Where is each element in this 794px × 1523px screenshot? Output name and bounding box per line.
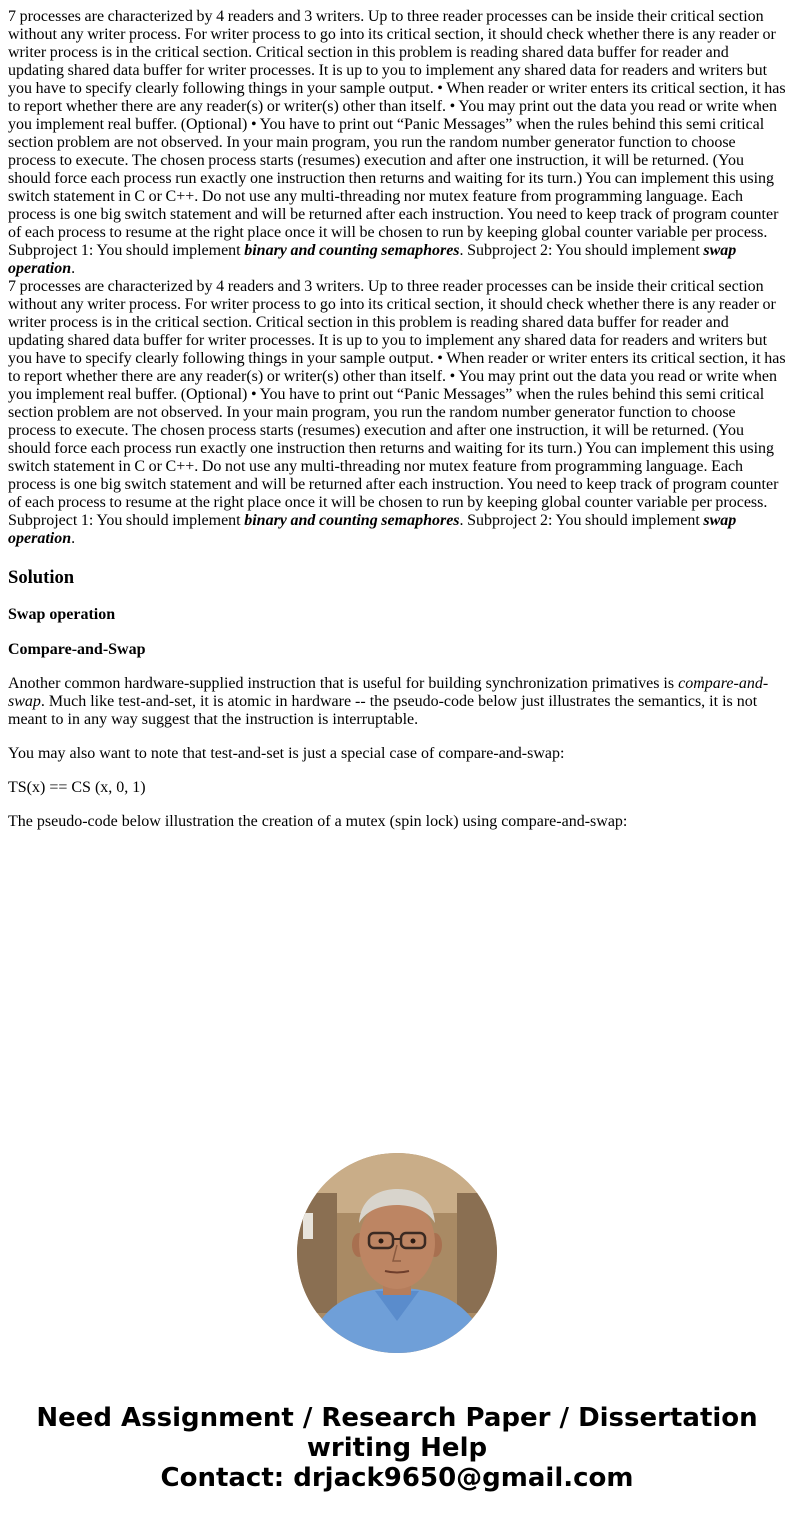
solution-1-text: Another common hardware-supplied instruction that is useful for building synchronization primatives is (8, 675, 679, 692)
question-paragraph-2 (8, 278, 786, 548)
question-2-text: 7 processes are characterized by 4 readers and 3 writers. Up to three reader processes can be inside their critical section without any writer process. For writer process to go into its critical section, it should check whether there is any reader or writer process is in the critical section. Critical section in this problem is reading shared data buffer for reader and updating shared data buffer for writer processes. It is up to you to implement any shared data for readers and writers but you have to specify clearly following things in your sample output. • When reader or writer enters its critical section, it has to report whether there are any reader(s) or writer(s) other than itself. • You may print out the data you read or write when you implement real buffer. (Optional) • You have to print out “Panic Messages” when the rules behind this semi critical section problem are not observed. In your main program, you run the random number generator function to choose process to execute. The chosen process starts (resumes) execution and after one instruction, it will be returned. (You should force each process run exactly one instruction then returns and waiting for its turn.) You can implement this using switch statement in C or C++. Do not use any multi-threading nor mutex feature from programming language. Each process is one big switch statement and will be returned after each instruction. You need to keep track of program counter of each process to resume at the right place once it will be chosen to run by keeping global counter variable per process. Subproject 1: You should implement (8, 278, 786, 529)
author-avatar (297, 1153, 497, 1353)
question-2-emphasis-semaphores: binary and counting semaphores (244, 512, 460, 529)
solution-paragraph-1 (8, 675, 786, 729)
solution-paragraph-4: The pseudo-code below illustration the creation of a mutex (spin lock) using compare-and-swap: (8, 813, 628, 830)
solution-paragraph-3: TS(x) == CS (x, 0, 1) (8, 779, 146, 796)
contact-banner (0, 1403, 794, 1493)
question-2-text-end: . (71, 530, 76, 547)
compare-and-swap-heading: Compare-and-Swap (8, 641, 146, 658)
page-content (8, 8, 786, 831)
question-1-emphasis-swap: swap operation (8, 242, 737, 277)
banner-line-1: Need Assignment / Research Paper / Dissertation (36, 1403, 758, 1433)
question-1-text-middle: . Subproject 2: You should implement (459, 242, 704, 259)
solution-paragraph-2: You may also want to note that test-and-set is just a special case of compare-and-swap: (8, 745, 565, 762)
solution-1-text-end: . Much like test-and-set, it is atomic in hardware -- the pseudo-code below just illustrates the semantics, it is not meant to in any way suggest that the instruction is interruptable. (8, 693, 758, 728)
question-1-text-end: . (71, 260, 76, 277)
question-2-text-middle: . Subproject 2: You should implement (459, 512, 704, 529)
author-portrait-image (297, 1153, 497, 1353)
question-1-text: 7 processes are characterized by 4 readers and 3 writers. Up to three reader processes can be inside their critical section without any writer process. For writer process to go into its critical section, it should check whether there is any reader or writer process is in the critical section. Critical section in this problem is reading shared data buffer for reader and updating shared data buffer for writer processes. It is up to you to implement any shared data for readers and writers but you have to specify clearly following things in your sample output. • When reader or writer enters its critical section, it has to report whether there are any reader(s) or writer(s) other than itself. • You may print out the data you read or write when you implement real buffer. (Optional) • You have to print out “Panic Messages” when the rules behind this semi critical section problem are not observed. In your main program, you run the random number generator function to choose process to execute. The chosen process starts (resumes) execution and after one instruction, it will be returned. (You should force each process run exactly one instruction then returns and waiting for its turn.) You can implement this using switch statement in C or C++. Do not use any multi-threading nor mutex feature from programming language. Each process is one big switch statement and will be returned after each instruction. You need to keep track of program counter of each process to resume at the right place once it will be chosen to run by keeping global counter variable per process. Subproject 1: You should implement (8, 8, 786, 259)
question-1-emphasis-semaphores: binary and counting semaphores (244, 242, 460, 259)
question-2-emphasis-swap: swap operation (8, 512, 737, 547)
swap-operation-heading: Swap operation (8, 606, 116, 623)
question-paragraph-1 (8, 8, 786, 278)
banner-line-2: writing Help (306, 1433, 488, 1463)
banner-contact-line: Contact: drjack9650@gmail.com (160, 1463, 634, 1493)
solution-1-emphasis: compare-and-swap (8, 675, 769, 710)
solution-heading: Solution (8, 567, 75, 588)
